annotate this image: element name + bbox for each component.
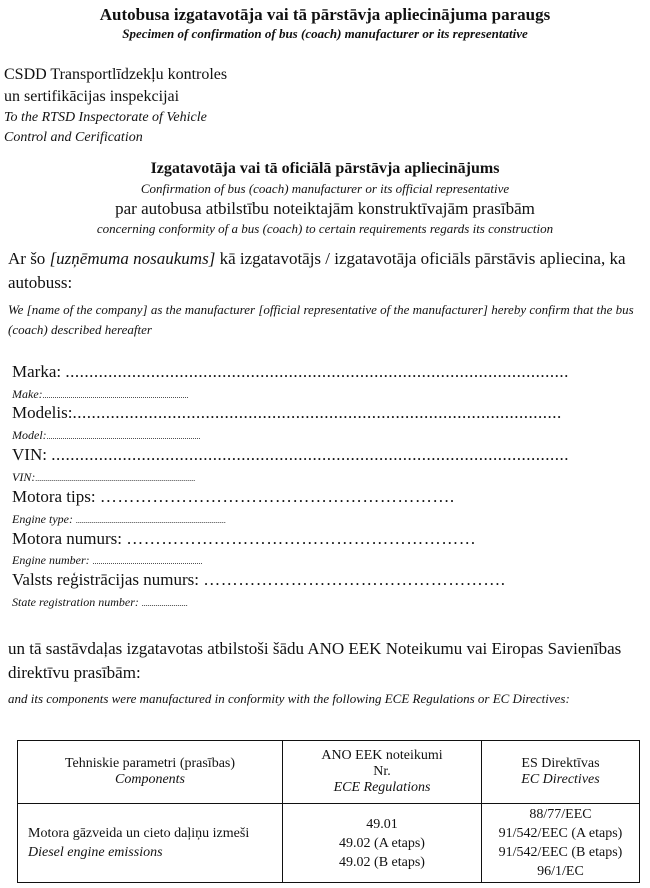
engine-type-label: Motora tips:	[12, 487, 96, 506]
company-name-placeholder: [uzņēmuma nosaukums]	[49, 249, 216, 268]
engine-number-fill-line-en: .......................................................	[92, 557, 203, 566]
confirmation-heading-en: Confirmation of bus (coach) manufacturer or its official representative	[140, 181, 510, 196]
registration-number-fill-line-en: .......................	[141, 599, 188, 608]
vin-field-en	[12, 470, 195, 485]
engine-type-field[interactable]	[12, 487, 455, 507]
make-field[interactable]	[12, 362, 569, 382]
engine-number-field[interactable]	[12, 529, 476, 549]
intro-paragraph	[8, 247, 633, 295]
intro-suffix: kā izgatavotājs / izgatavotāja oficiāls pārstāvis apliecina, ka autobuss:	[8, 249, 626, 292]
regulation-item: 49.02 (B etaps)	[339, 854, 425, 870]
model-label: Modelis:	[12, 403, 73, 422]
component-lv: Motora gāzveida un cieto daļiņu izmeši	[28, 826, 250, 841]
addressee-line-3-en: To the RTSD Inspectorate of Vehicle	[4, 110, 207, 125]
confirmation-heading: Izgatavotāja vai tā oficiālā pārstāvja apliecinājums	[150, 160, 500, 177]
vin-field[interactable]	[12, 445, 569, 465]
header-ec-directives	[482, 741, 640, 804]
directive-item: 91/542/EEC (B etaps)	[498, 845, 623, 860]
regulation-item: 49.02 (A etaps)	[339, 835, 425, 851]
registration-number-field[interactable]	[12, 570, 505, 590]
engine-number-label: Motora numurs:	[12, 529, 123, 548]
header-components	[18, 741, 283, 804]
make-fill-line[interactable]: ..........................................................................................................	[65, 362, 569, 381]
addressee-line-4-en: Control and Cerification	[4, 130, 143, 145]
make-field-en	[12, 387, 189, 402]
directive-item: 96/1/EC	[537, 864, 584, 879]
document-title-en: Specimen of confirmation of bus (coach) manufacturer or its representative	[122, 26, 528, 41]
registration-number-field-en	[12, 595, 188, 610]
header-components-lv: Tehniskie parametri (prasības)	[64, 756, 236, 771]
engine-type-fill-line-en: ...........................................................................	[75, 516, 226, 525]
regulation-item: 49.01	[366, 816, 398, 832]
intro-paragraph-en: We [name of the company] as the manufacturer [official representative of the manufacturer] hereby confirm that the bus (coach) described hereafter	[8, 302, 634, 337]
addressee-line-1: CSDD Transportlīdzekļu kontroles	[4, 66, 228, 83]
registration-number-fill-line[interactable]: …………………………………………….	[203, 570, 506, 589]
engine-number-fill-line[interactable]: ……………………………………………………	[126, 529, 477, 548]
model-field-en	[12, 428, 201, 443]
engine-type-field-en	[12, 512, 226, 527]
engine-type-label-en: Engine type:	[12, 512, 73, 526]
vin-label: VIN:	[12, 445, 47, 464]
table-header-row	[18, 741, 640, 804]
registration-number-label-en: State registration number:	[12, 595, 139, 609]
vin-fill-line[interactable]: .............................................................................................................	[51, 445, 569, 464]
header-ece-nr: Nr.	[373, 764, 391, 779]
model-fill-line[interactable]: .......................................................................................................	[72, 403, 562, 422]
model-fill-line-en: .............................................................................	[46, 432, 201, 441]
document-title: Autobusa izgatavotāja vai tā pārstāvja apliecinājuma paraugs	[99, 5, 551, 24]
model-label-en: Model:	[12, 428, 47, 442]
confirmation-subheading-en: concerning conformity of a bus (coach) to certain requirements regards its construction	[96, 221, 554, 236]
component-en: Diesel engine emissions	[28, 845, 163, 860]
directive-item: 91/542/EEC (A etaps)	[498, 826, 623, 841]
confirmation-subheading: par autobusa atbilstību noteiktajām konstruktīvajām prasībām	[115, 199, 535, 218]
cell-regulations	[283, 804, 482, 883]
header-ec-en: EC Directives	[521, 772, 600, 787]
cell-directives	[482, 804, 640, 883]
engine-type-fill-line[interactable]: …………………………………………………….	[99, 487, 455, 506]
make-label-en: Make:	[12, 387, 43, 401]
make-label: Marka:	[12, 362, 62, 381]
components-intro: un tā sastāvdaļas izgatavotas atbilstoši šādu ANO EEK Noteikumu vai Eiropas Savienības direktīvu prasībām:	[8, 639, 622, 682]
cell-component	[18, 804, 283, 883]
intro-prefix: Ar šo	[8, 249, 50, 268]
header-ece-en: ECE Regulations	[333, 780, 431, 795]
vin-fill-line-en: ................................................................................	[35, 474, 196, 483]
header-ece-regulations	[283, 741, 482, 804]
model-field[interactable]	[12, 403, 562, 423]
engine-number-label-en: Engine number:	[12, 553, 90, 567]
make-fill-line-en: .........................................................................	[42, 391, 189, 400]
engine-number-field-en	[12, 553, 203, 568]
components-intro-en: and its components were manufactured in conformity with the following ECE Regulations or EC Directives:	[8, 691, 570, 706]
table-row	[18, 804, 640, 883]
header-ec-lv: ES Direktīvas	[521, 756, 600, 771]
header-components-en: Components	[115, 772, 185, 787]
components-table	[17, 740, 640, 883]
header-ece-lv: ANO EEK noteikumi	[321, 748, 443, 763]
directive-item: 88/77/EEC	[529, 807, 592, 822]
vin-label-en: VIN:	[12, 470, 36, 484]
addressee-line-2: un sertifikācijas inspekcijai	[4, 88, 180, 105]
registration-number-label: Valsts reģistrācijas numurs:	[12, 570, 199, 589]
